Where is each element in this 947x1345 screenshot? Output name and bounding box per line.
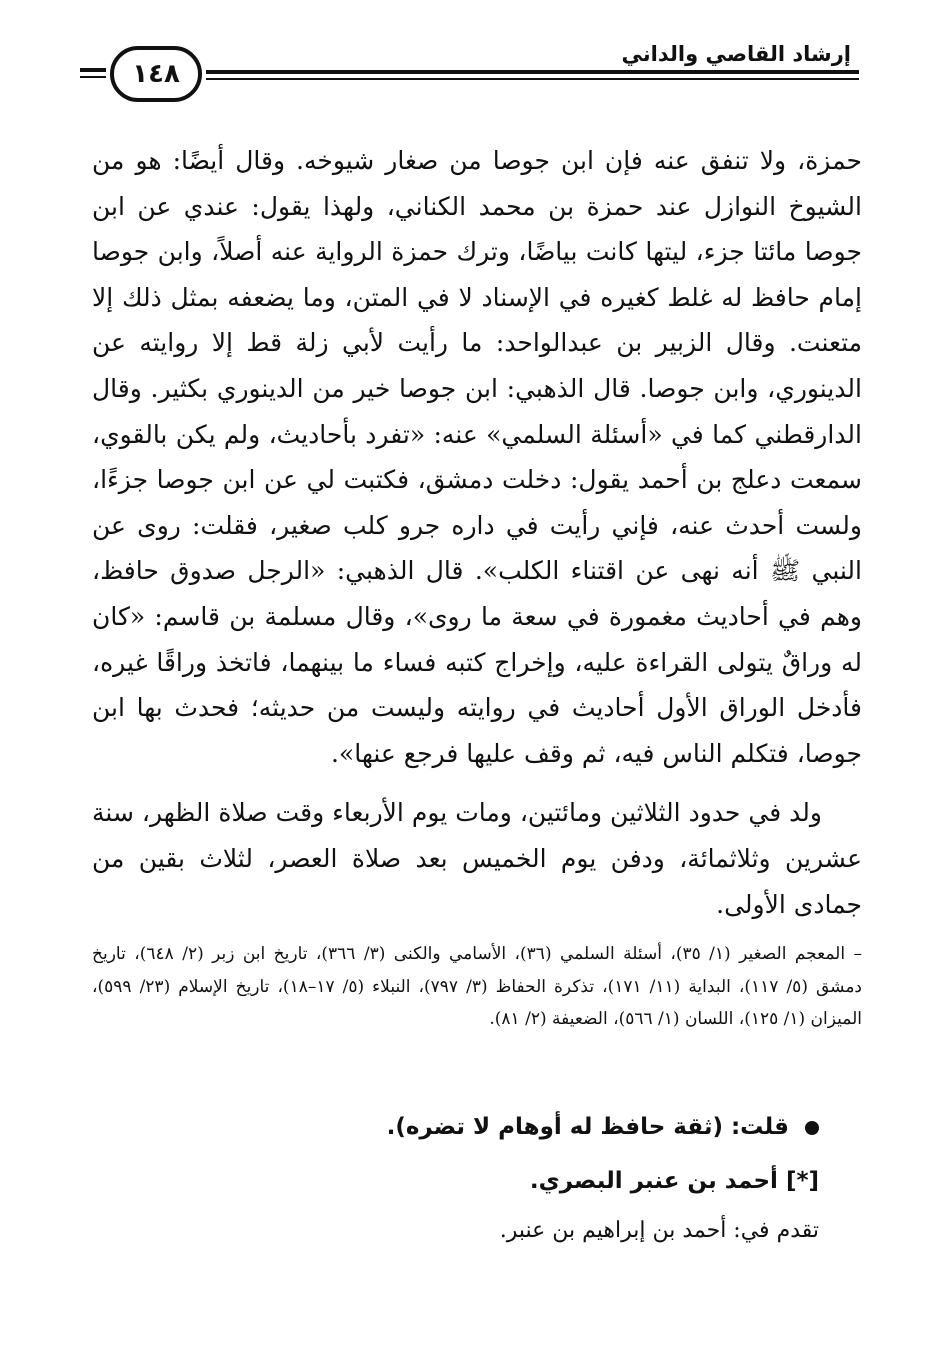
entry-name: أحمد بن عنبر البصري.: [529, 1168, 778, 1194]
page-number: ١٤٨: [110, 46, 202, 102]
entry-cross-reference: تقدم في: أحمد بن إبراهيم بن عنبر.: [499, 1218, 819, 1243]
verdict-label: قلت:: [730, 1114, 789, 1140]
header-dash-thin: [80, 76, 106, 78]
header-dash: [80, 68, 106, 72]
running-title: إرشاد القاصي والداني: [621, 42, 851, 66]
entry-heading: [530, 1168, 819, 1194]
paragraph-dates: ولد في حدود الثلاثين ومائتين، ومات يوم الأربعاء وقت صلاة الظهر، سنة عشرين وثلاثمائة، ودفن يوم الخميس بعد صلاة العصر، لثلاث بقين من جمادى الأولى.: [92, 798, 862, 919]
header-rule-thick: [206, 70, 859, 74]
main-text: [92, 138, 862, 927]
page-header: [80, 40, 859, 110]
header-rule-thin: [206, 78, 859, 80]
verdict-line: [387, 1114, 819, 1140]
entry-marker: [*]: [785, 1168, 819, 1194]
bullet-icon: [805, 1121, 819, 1135]
paragraph-biography: حمزة، ولا تنفق عنه فإن ابن جوصا من صغار شيوخه. وقال أيضًا: هو من الشيوخ النوازل عند حمزة بن محمد الكناني، ولهذا يقول: عندي عن ابن جوصا مائتا جزء، ليتها كانت بياضًا، وترك حمزة الرواية عنه أصلاً، وابن جوصا إمام حافظ له غلط كغيره في الإسناد لا في المتن، وما يضعفه بمثل ذلك إلا متعنت. وقال الزبير بن عبدالواحد: ما رأيت لأبي زلة قط إلا روايته عن الدينوري، وابن جوصا. قال الذهبي: ابن جوصا خير من الدينوري بكثير. وقال الدارقطني كما في «أسئلة السلمي» عنه: «تفرد بأحاديث، ولم يكن بالقوي، سمعت دعلج بن أحمد يقول: دخلت دمشق، فكتبت لي عن ابن جوصا جزءًا، ولست أحدث عنه، فإني رأيت في داره جرو كلب صغير، فقلت: روى عن النبي ﷺ أنه نهى عن اقتناء الكلب». قال الذهبي: «الرجل صدوق حافظ، وهم في أحاديث مغمورة في سعة ما روى»، وقال مسلمة بن قاسم: «كان له وراقٌ يتولى القراءة عليه، وإخراج كتبه فساء ما بينهما، فاتخذ وراقًا غيره، فأدخل الوراق الأول أحاديث في روايته وليست من حديثه؛ فحدث بها ابن جوصا، فتكلم الناس فيه، ثم وقف عليها فرجع عنها».: [92, 146, 862, 768]
footnote-sources: – المعجم الصغير (١/ ٣٥)، أسئلة السلمي (٣٦)، الأسامي والكنى (٣/ ٣٦٦)، تاريخ ابن زبر (٢/ ٦٤٨)، تاريخ دمشق (٥/ ١١٧)، البداية (١١/ ١٧١)، تذكرة الحفاظ (٣/ ٧٩٧)، النبلاء (٥/ ١٧–١٨)، تاريخ الإسلام (٢٣/ ٥٩٩)، الميزان (١/ ١٢٥)، اللسان (١/ ٥٦٦)، الضعيفة (٢/ ٨١).: [92, 944, 863, 1029]
verdict-text: (ثقة حافظ له أوهام لا تضره).: [386, 1114, 723, 1140]
